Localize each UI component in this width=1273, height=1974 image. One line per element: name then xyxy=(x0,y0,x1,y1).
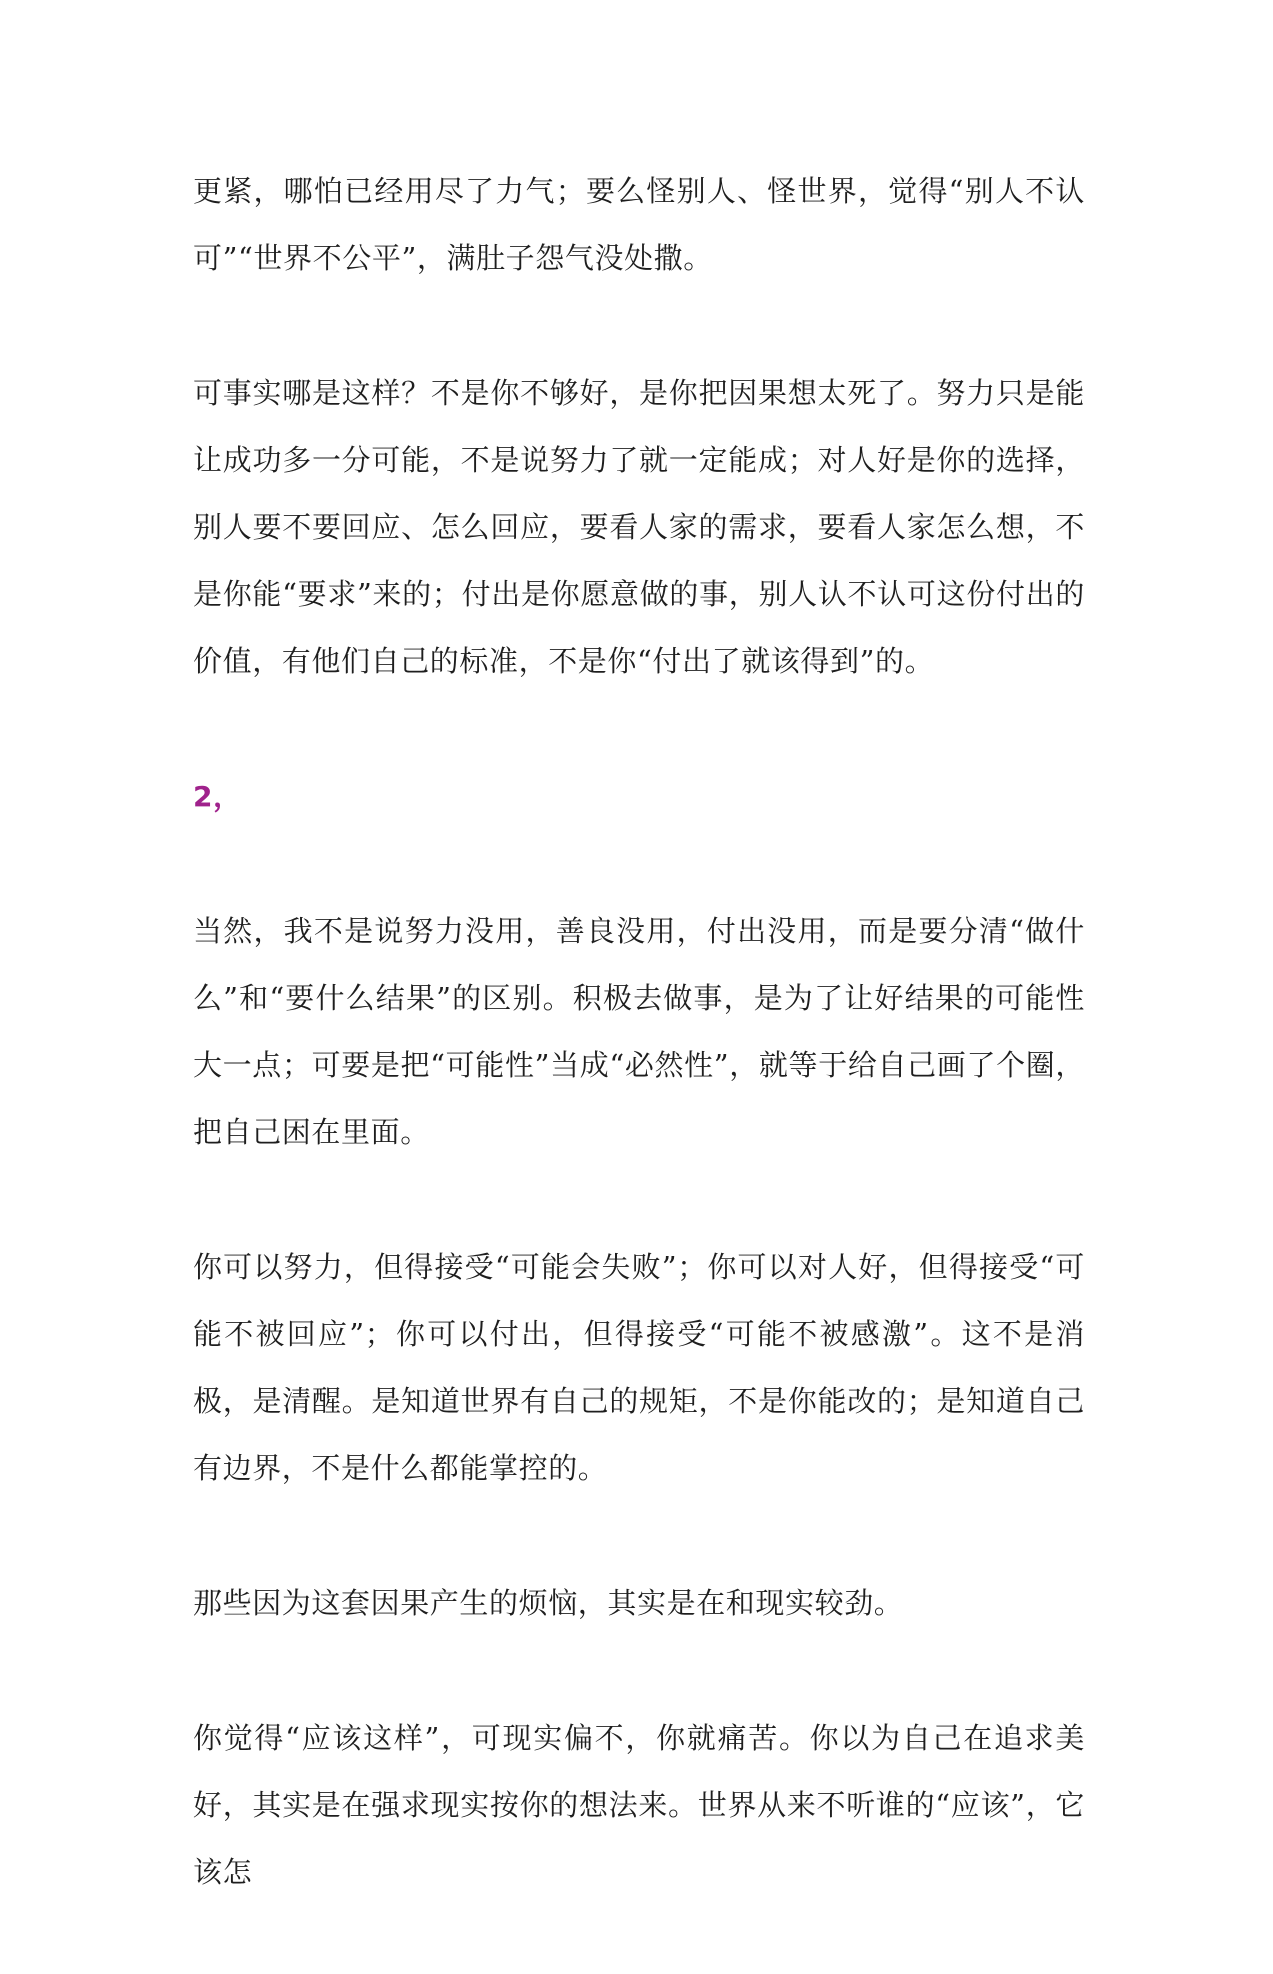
article-body xyxy=(193,158,1085,1974)
paragraph-5: 那些因为这套因果产生的烦恼，其实是在和现实较劲。 xyxy=(193,1586,904,1620)
paragraph-6: 你觉得“应该这样”，可现实偏不，你就痛苦。你以为自己在追求美好，其实是在强求现实按你的想法来。世界从来不听谁的“应该”，它该怎 xyxy=(193,1721,1085,1889)
section-number-heading: 2， xyxy=(193,780,242,813)
paragraph-2: 可事实哪是这样？不是你不够好，是你把因果想太死了。努力只是能让成功多一分可能，不是说努力了就一定能成；对人好是你的选择，别人要不要回应、怎么回应，要看人家的需求，要看人家怎么想，不是你能“要求”来的；付出是你愿意做的事，别人认不认可这份付出的价值，有他们自己的标准，不是你“付出了就该得到”的。 xyxy=(193,376,1085,678)
paragraph-1: 更紧，哪怕已经用尽了力气；要么怪别人、怪世界，觉得“别人不认可”“世界不公平”，满肚子怨气没处撒。 xyxy=(193,174,1085,275)
paragraph-4: 你可以努力，但得接受“可能会失败”；你可以对人好，但得接受“可能不被回应”；你可以付出，但得接受“可能不被感激”。这不是消极，是清醒。是知道世界有自己的规矩，不是你能改的；是知道自己有边界，不是什么都能掌控的。 xyxy=(193,1250,1085,1485)
paragraph-3: 当然，我不是说努力没用，善良没用，付出没用，而是要分清“做什么”和“要什么结果”的区别。积极去做事，是为了让好结果的可能性大一点；可要是把“可能性”当成“必然性”，就等于给自己画了个圈，把自己困在里面。 xyxy=(193,914,1085,1149)
